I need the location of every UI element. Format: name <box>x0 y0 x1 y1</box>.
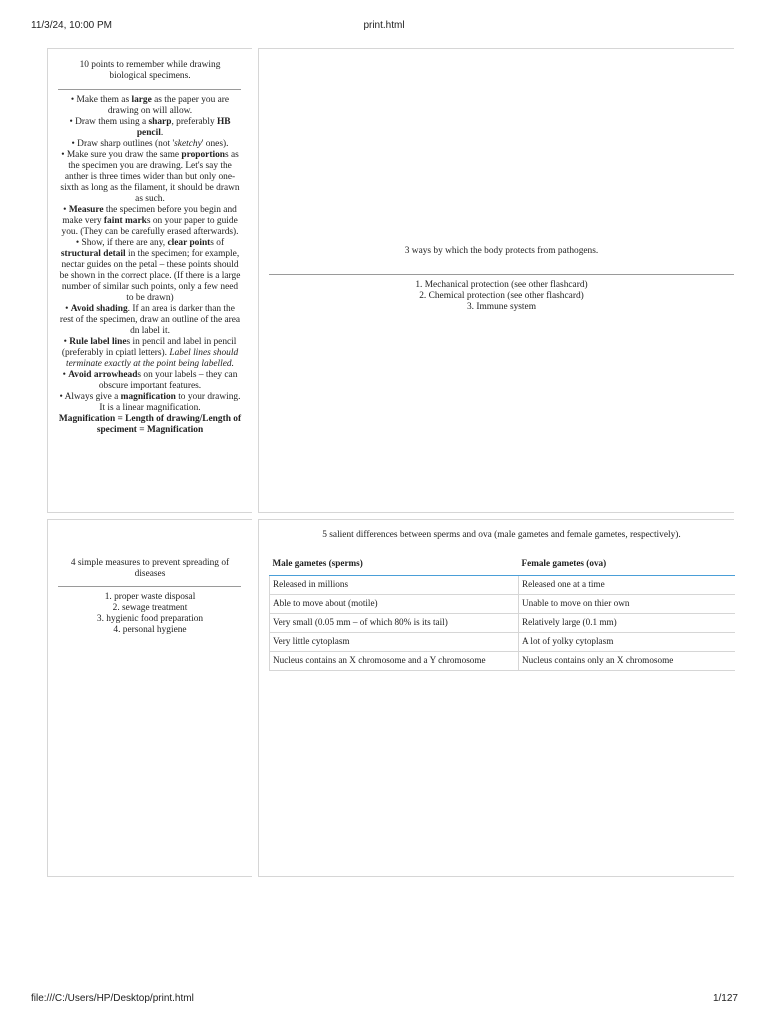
table-row <box>270 652 736 671</box>
answer-line: 2. sewage treatment <box>112 603 188 613</box>
flashcard-question: 10 points to remember while drawing biological specimens. <box>79 60 221 81</box>
table-cell: Nucleus contains only an X chromosome <box>519 652 736 671</box>
table-cell: Able to move about (motile) <box>270 595 519 614</box>
answer-text: Magnification = Length of drawing/Length of speciment = Magnification <box>58 414 242 435</box>
divider <box>58 89 241 90</box>
answer-text: Measure <box>68 205 104 215</box>
table-cell: Very little cytoplasm <box>270 633 519 652</box>
table-cell: Nucleus contains an X chromosome and a Y chromosome <box>270 652 519 671</box>
answer-text: large <box>131 95 152 105</box>
flashcard-answer <box>58 95 242 436</box>
answer-text: s in pencil and label in pencil (preferably in cpiatl letters). <box>61 337 237 358</box>
table-cell: Released in millions <box>270 576 519 595</box>
answer-text: • Show, if there are any, <box>75 238 168 248</box>
answer-line <box>58 304 242 337</box>
print-file-path: file:///C:/Users/HP/Desktop/print.html <box>31 993 194 1004</box>
answer-line: 4. personal hygiene <box>113 625 187 635</box>
answer-text: in the specimen; for example, nectar guides on the petal – these points should be shown in the correct place. (If there is a large number of similar such points, only a few need to be drawn) <box>59 249 241 303</box>
answer-line <box>58 117 242 139</box>
table-row <box>270 633 736 652</box>
answer-line <box>58 392 242 414</box>
answer-line <box>58 150 242 205</box>
table-cell: A lot of yolky cytoplasm <box>519 633 736 652</box>
table-cell: Released one at a time <box>519 576 736 595</box>
table-cell: Unable to move on thier own <box>519 595 736 614</box>
flashcard-gamete-differences <box>258 519 734 877</box>
print-page-number: 1/127 <box>712 993 738 1004</box>
answer-text: • <box>65 304 71 314</box>
answer-text: • Draw sharp outlines (not ' <box>71 139 175 149</box>
answer-text: • Always give a <box>59 392 121 402</box>
table-cell: Relatively large (0.1 mm) <box>519 614 736 633</box>
answer-text: • <box>63 205 69 215</box>
table-header-row <box>270 553 736 576</box>
answer-line: 3. hygienic food preparation <box>96 614 204 624</box>
flashcard-question: 4 simple measures to prevent spreading of diseases <box>70 558 230 579</box>
table-row <box>270 614 736 633</box>
answer-line <box>58 95 242 117</box>
answer-text: the specimen before you begin and make very <box>62 205 237 226</box>
flashcard-answer <box>58 592 242 636</box>
answer-text: proportion <box>181 150 225 160</box>
flashcard-disease-prevention <box>47 519 252 877</box>
table-row <box>270 595 736 614</box>
column-header: Female gametes (ova) <box>519 553 736 576</box>
answer-text: Avoid arrowhead <box>68 370 138 380</box>
column-header: Male gametes (sperms) <box>270 553 519 576</box>
gamete-comparison-table <box>269 553 735 671</box>
answer-text: to your drawing. It is a linear magnification. <box>99 392 241 413</box>
answer-line: 1. proper waste disposal <box>104 592 196 602</box>
table-cell: Very small (0.05 mm – of which 80% is its tail) <box>270 614 519 633</box>
answer-text: sketchy <box>174 139 202 149</box>
divider <box>58 586 241 587</box>
answer-text: • <box>63 337 70 347</box>
answer-line: 3. Immune system <box>466 302 536 312</box>
answer-text: structural detail <box>60 249 126 259</box>
answer-text: . If an area is darker than the rest of the specimen, draw an outline of the area dn label it. <box>59 304 241 336</box>
answer-line: 1. Mechanical protection (see other flashcard) <box>415 280 588 290</box>
answer-text: s on your labels – they can obscure important features. <box>98 370 238 391</box>
answer-text: as the paper you are drawing on will allow. <box>107 95 230 116</box>
answer-text: Label lines should terminate exactly at the point being labelled. <box>66 348 239 369</box>
answer-text: ' ones). <box>201 139 229 149</box>
answer-line <box>58 238 242 304</box>
answer-text: faint mark <box>103 216 147 226</box>
flashcard-body-protection <box>258 48 734 513</box>
answer-line: 2. Chemical protection (see other flashcard) <box>419 291 584 301</box>
flashcard-answer <box>269 280 734 313</box>
answer-text: • Draw them using a <box>69 117 149 127</box>
browser-print-footer <box>0 993 768 1005</box>
answer-text: s on your paper to guide you. (They can be carefully erased afterwards). <box>61 216 239 237</box>
answer-line <box>58 414 242 436</box>
answer-text: , preferably <box>171 117 217 127</box>
answer-text: magnification <box>120 392 176 402</box>
print-datetime: 11/3/24, 10:00 PM <box>31 20 112 31</box>
answer-line <box>58 337 242 370</box>
answer-text: HB pencil <box>136 117 231 138</box>
answer-line <box>58 205 242 238</box>
browser-print-header <box>0 20 768 32</box>
answer-text: s as the specimen you are drawing. Let's say the anther is three times wider than but only one-sixth as long as the filament, it should be drawn as such. <box>60 150 240 204</box>
flashcard-question: 3 ways by which the body protects from pathogens. <box>404 246 599 256</box>
answer-line <box>58 139 242 150</box>
flashcard-drawing-specimens <box>47 48 252 513</box>
answer-text: • Make sure you draw the same <box>61 150 182 160</box>
answer-text: sharp <box>148 117 172 127</box>
table-row <box>270 576 736 595</box>
answer-line <box>58 370 242 392</box>
answer-text: • Make them as <box>70 95 132 105</box>
flashcard-question: 5 salient differences between sperms and ova (male gametes and female gametes, respectively). <box>322 530 681 540</box>
answer-text: s of <box>210 238 225 248</box>
answer-text: • <box>62 370 69 380</box>
answer-text: . <box>160 128 164 138</box>
answer-text: clear point <box>167 238 211 248</box>
answer-text: Avoid shading <box>70 304 128 314</box>
divider <box>269 274 734 275</box>
answer-text: Rule label line <box>69 337 127 347</box>
print-page-title: print.html <box>363 20 405 31</box>
